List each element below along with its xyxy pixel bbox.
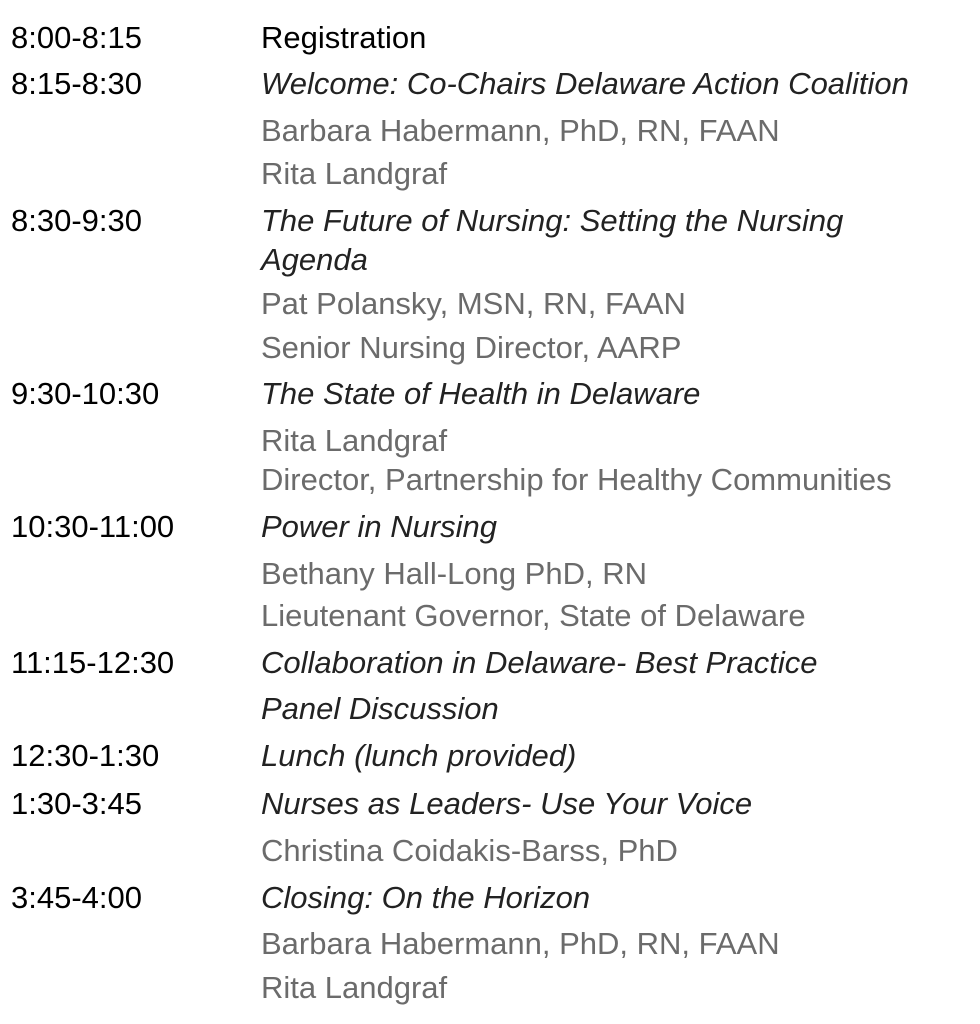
agenda-session-title: Panel Discussion bbox=[261, 691, 499, 726]
agenda-time: 8:00-8:15 bbox=[11, 20, 142, 55]
agenda-session-title: Agenda bbox=[261, 242, 368, 277]
agenda-time: 3:45-4:00 bbox=[11, 880, 142, 915]
agenda-session-title: Collaboration in Delaware- Best Practice bbox=[261, 645, 818, 680]
agenda-item-title: Registration bbox=[261, 20, 427, 55]
agenda-session-title: The Future of Nursing: Setting the Nursing bbox=[261, 203, 844, 238]
agenda-speaker-role: Lieutenant Governor, State of Delaware bbox=[261, 598, 806, 633]
agenda-time: 9:30-10:30 bbox=[11, 376, 160, 411]
agenda-time: 10:30-11:00 bbox=[11, 509, 175, 544]
agenda-time: 1:30-3:45 bbox=[11, 786, 142, 821]
agenda-session-title: Welcome: Co-Chairs Delaware Action Coalition bbox=[261, 66, 909, 101]
agenda-session-title: Closing: On the Horizon bbox=[261, 880, 591, 915]
agenda-session-title: Lunch (lunch provided) bbox=[261, 738, 577, 773]
agenda-speaker: Bethany Hall-Long PhD, RN bbox=[261, 556, 647, 591]
agenda-speaker-role: Senior Nursing Director, AARP bbox=[261, 330, 682, 365]
agenda-session-title: Nurses as Leaders- Use Your Voice bbox=[261, 786, 753, 821]
agenda-time: 8:15-8:30 bbox=[11, 66, 142, 101]
agenda-session-title: The State of Health in Delaware bbox=[261, 376, 701, 411]
agenda-session-title: Power in Nursing bbox=[261, 509, 498, 544]
agenda-time: 8:30-9:30 bbox=[11, 203, 142, 238]
agenda-time: 11:15-12:30 bbox=[11, 645, 175, 680]
agenda-time: 12:30-1:30 bbox=[11, 738, 160, 773]
agenda-speaker: Barbara Habermann, PhD, RN, FAAN bbox=[261, 113, 780, 148]
agenda-speaker: Barbara Habermann, PhD, RN, FAAN bbox=[261, 926, 780, 961]
agenda-speaker: Rita Landgraf bbox=[261, 156, 448, 191]
agenda-speaker: Rita Landgraf bbox=[261, 423, 448, 458]
agenda-speaker: Pat Polansky, MSN, RN, FAAN bbox=[261, 286, 686, 321]
agenda-speaker-role: Director, Partnership for Healthy Communities bbox=[261, 462, 892, 497]
agenda-speaker: Christina Coidakis-Barss, PhD bbox=[261, 833, 678, 868]
agenda-speaker: Rita Landgraf bbox=[261, 970, 448, 1005]
